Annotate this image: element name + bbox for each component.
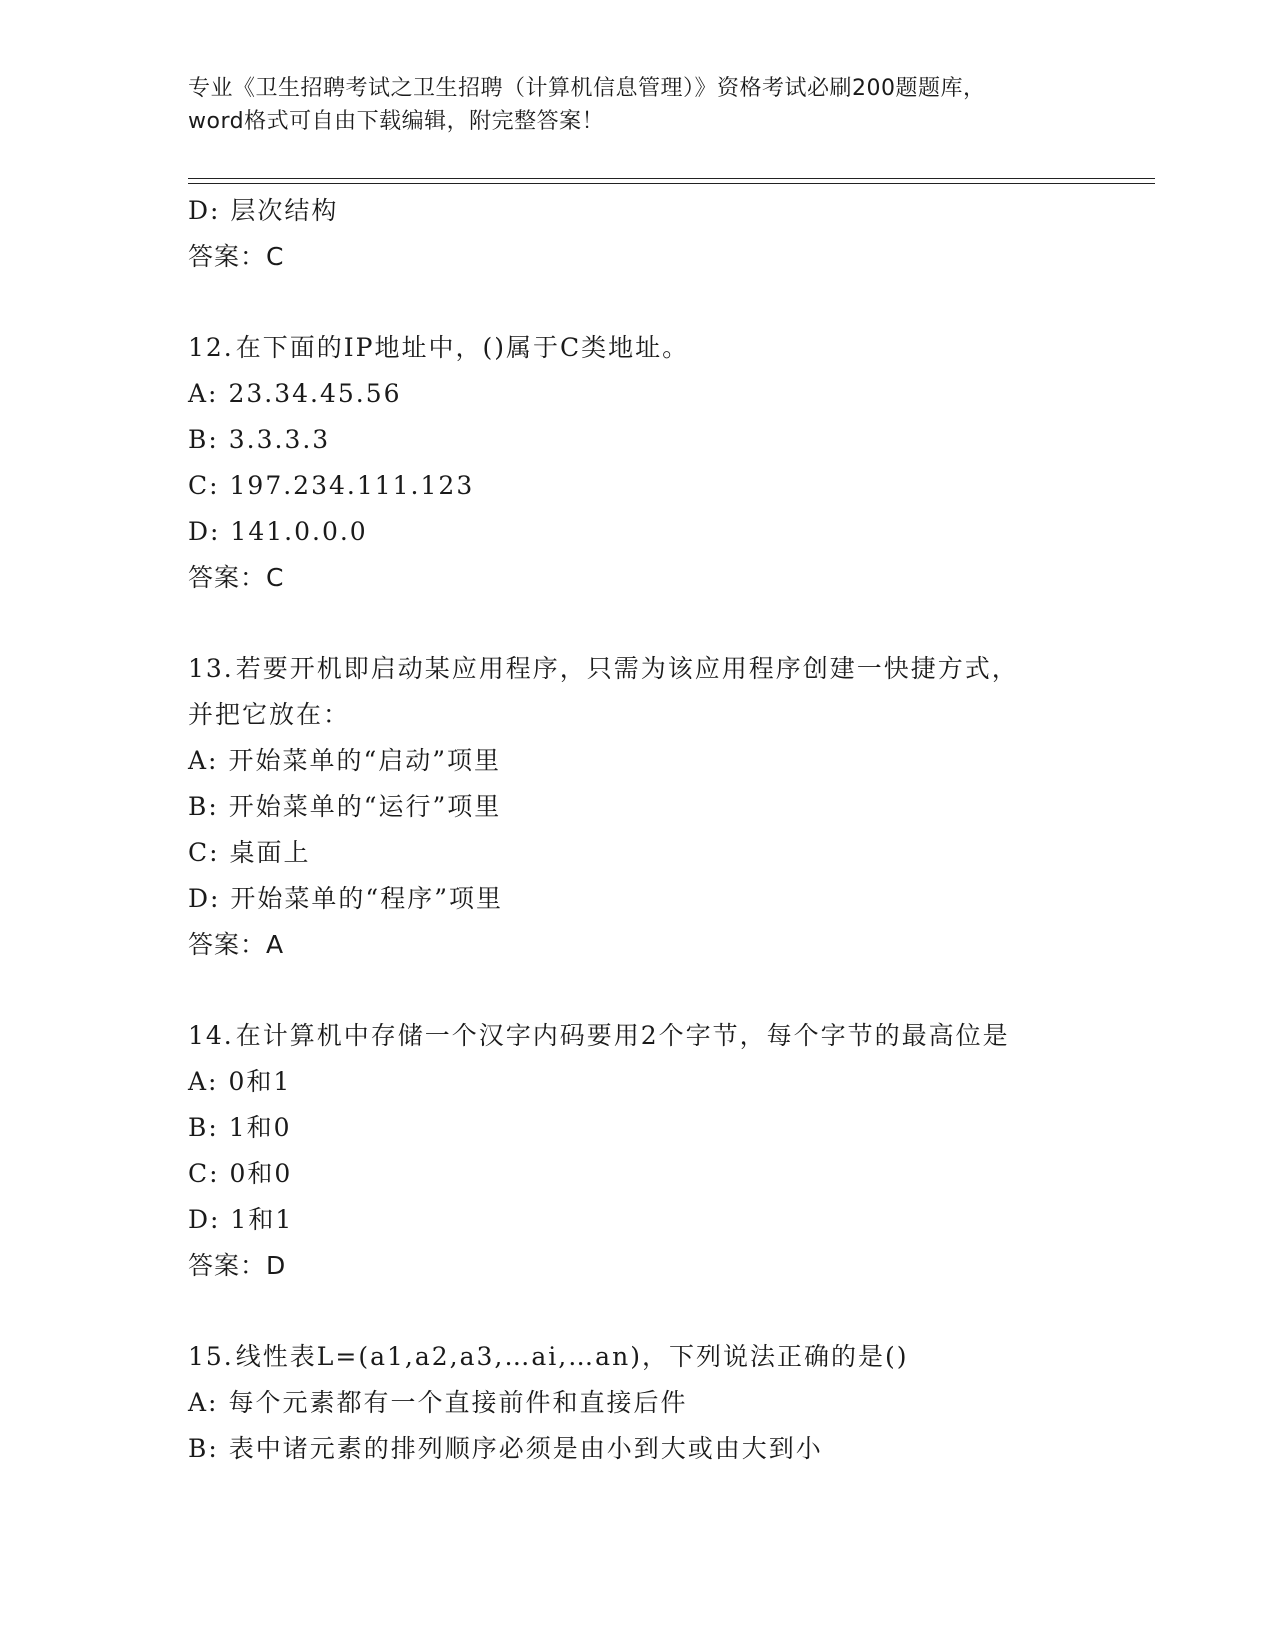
option-a (188, 738, 1148, 784)
option-label: A: (188, 746, 219, 775)
option-b (188, 1105, 1148, 1151)
option-text: 表中诸元素的排列顺序必须是由小到大或由大到小 (228, 1434, 823, 1463)
option-label: B: (188, 425, 219, 454)
option-text: 开始菜单的“启动”项里 (228, 746, 501, 775)
answer-line: 答案：C (188, 563, 285, 592)
spacer (188, 968, 1148, 1013)
question-number: 14. (188, 1021, 234, 1050)
question-number: 12. (188, 333, 234, 362)
option-label: A: (188, 1388, 219, 1417)
option-c (188, 1151, 1148, 1197)
option-text: 23.34.45.56 (228, 379, 402, 408)
header-line-2: word格式可自由下载编辑，附完整答案！ (188, 109, 605, 134)
spacer (188, 280, 1148, 325)
question-13 (188, 646, 1148, 968)
option-label: A: (188, 379, 219, 408)
option-label: B: (188, 1434, 219, 1463)
option-label: C: (188, 1159, 220, 1188)
option-text: 3.3.3.3 (228, 425, 331, 454)
option-label: C: (188, 471, 220, 500)
option-text: 层次结构 (230, 196, 339, 225)
option-label: B: (188, 1113, 219, 1142)
document-header (188, 72, 1088, 138)
option-d (188, 509, 1148, 555)
option-c (188, 830, 1148, 876)
header-line-1: 专业《卫生招聘考试之卫生招聘（计算机信息管理）》资格考试必刷200题题库， (188, 76, 986, 101)
option-label: D: (188, 196, 221, 225)
question-12 (188, 325, 1148, 601)
option-d (188, 876, 1148, 922)
answer-line: 答案：A (188, 930, 285, 959)
option-text: 开始菜单的“程序”项里 (230, 884, 503, 913)
option-label: D: (188, 1205, 221, 1234)
question-text: 在下面的IP地址中，()属于C类地址。 (235, 333, 690, 362)
option-b (188, 417, 1148, 463)
question-title (188, 1013, 1148, 1059)
question-title (188, 325, 1148, 371)
option-label: C: (188, 838, 220, 867)
option-d (188, 188, 1148, 234)
question-number: 15. (188, 1342, 234, 1371)
option-text: 每个元素都有一个直接前件和直接后件 (228, 1388, 688, 1417)
header-divider-bottom (188, 183, 1155, 184)
option-b (188, 1426, 1148, 1472)
option-d (188, 1197, 1148, 1243)
option-label: A: (188, 1067, 219, 1096)
question-text: 若要开机即启动某应用程序，只需为该应用程序创建一快捷方式， (235, 654, 1019, 683)
question-title (188, 1334, 1148, 1380)
answer-line: 答案：D (188, 1251, 287, 1280)
question-text-continuation: 并把它放在： (188, 700, 351, 729)
option-a (188, 371, 1148, 417)
option-text: 197.234.111.123 (229, 471, 475, 500)
question-text: 在计算机中存储一个汉字内码要用2个字节，每个字节的最高位是 (235, 1021, 1010, 1050)
option-text: 1和1 (230, 1205, 294, 1234)
option-c (188, 463, 1148, 509)
option-b (188, 784, 1148, 830)
option-a (188, 1059, 1148, 1105)
answer-line: 答案：C (188, 242, 285, 271)
question-title (188, 646, 1148, 692)
question-11-tail (188, 188, 1148, 280)
question-text: 线性表L=(a1,a2,a3,…ai,…an)，下列说法正确的是() (235, 1342, 909, 1371)
option-label: D: (188, 884, 221, 913)
option-text: 桌面上 (229, 838, 311, 867)
header-divider-top (188, 178, 1155, 179)
option-text: 0和0 (229, 1159, 293, 1188)
option-a (188, 1380, 1148, 1426)
option-label: B: (188, 792, 219, 821)
spacer (188, 1289, 1148, 1334)
option-text: 0和1 (228, 1067, 292, 1096)
question-14 (188, 1013, 1148, 1289)
option-text: 141.0.0.0 (230, 517, 368, 546)
option-text: 开始菜单的“运行”项里 (228, 792, 502, 821)
question-list (188, 188, 1148, 1472)
option-label: D: (188, 517, 221, 546)
question-number: 13. (188, 654, 234, 683)
spacer (188, 601, 1148, 646)
option-text: 1和0 (228, 1113, 292, 1142)
question-15 (188, 1334, 1148, 1472)
